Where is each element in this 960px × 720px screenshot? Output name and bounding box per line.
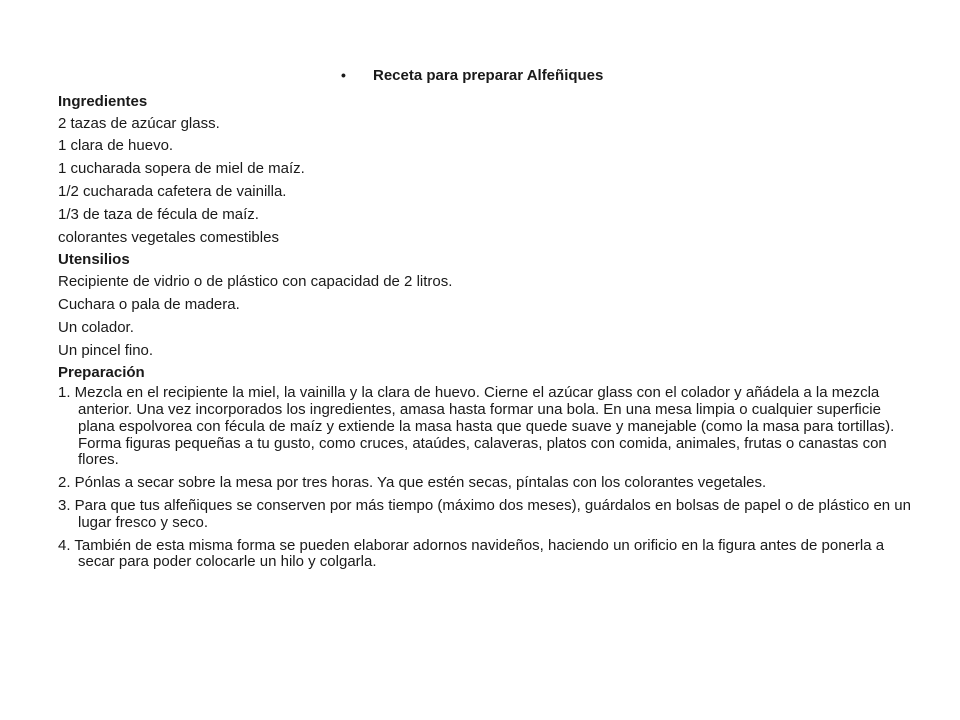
ingredient-item: 1/3 de taza de fécula de maíz. [58, 205, 259, 223]
utensil-item: Recipiente de vidrio o de plástico con capacidad de 2 litros. [58, 273, 453, 291]
recipe-content [58, 66, 918, 577]
preparation-step: 1. Mezcla en el recipiente la miel, la vainilla y la clara de huevo. Cierne el azúcar glass con el colador y añádela a la mezcla anterior. Una vez incorporados los ingredientes, amasa hasta formar una bola. En una mesa limpia o cualquier superficie plana espolvorea con fécula de maíz y extiende la masa hasta que quede suave y manejable (como la masa para tortillas). Forma figuras pequeñas a tu gusto, como cruces, ataúdes, calaveras, platos con comida, animales, frutas o canastas con flores. [58, 384, 895, 469]
utensil-item: Cuchara o pala de madera. [58, 295, 240, 313]
title-row [58, 66, 918, 86]
recipe-title: Receta para preparar Alfeñiques [373, 67, 604, 84]
preparation-step: 4. También de esta misma forma se pueden elaborar adornos navideños, haciendo un orificio en la figura antes de ponerla a secar para poder colocarle un hilo y colgarla. [58, 536, 885, 571]
preparation-step: 2. Pónlas a secar sobre la mesa por tres horas. Ya que estén secas, píntalas con los colorantes vegetales. [58, 474, 767, 492]
utensils-heading: Utensilios [58, 251, 130, 269]
utensil-item: Un pincel fino. [58, 341, 154, 359]
ingredient-item: 1/2 cucharada cafetera de vainilla. [58, 182, 287, 200]
ingredient-item: 1 clara de huevo. [58, 137, 174, 155]
ingredient-item: colorantes vegetales comestibles [58, 228, 279, 246]
ingredient-item: 1 cucharada sopera de miel de maíz. [58, 160, 305, 178]
bullet-icon: • [341, 67, 346, 83]
preparation-heading: Preparación [58, 364, 145, 382]
ingredients-heading: Ingredientes [58, 92, 148, 110]
utensil-item: Un colador. [58, 318, 134, 336]
ingredient-item: 2 tazas de azúcar glass. [58, 114, 220, 132]
preparation-step: 3. Para que tus alfeñiques se conserven por más tiempo (máximo dos meses), guárdalos en bolsas de papel o de plástico en un lugar fresco y seco. [58, 496, 911, 531]
